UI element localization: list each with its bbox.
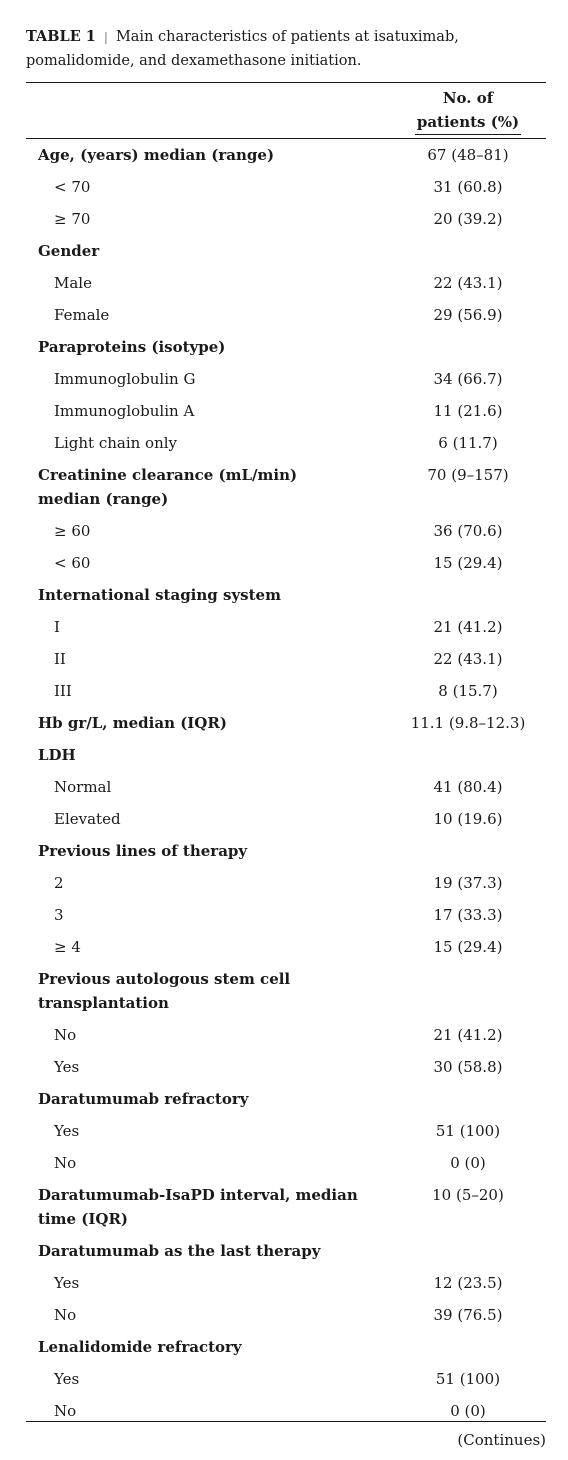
- row-value: 19 (37.3): [433, 874, 503, 892]
- row-value: 36 (70.6): [433, 522, 503, 540]
- row-value: 17 (33.3): [433, 906, 503, 924]
- column-header-line2: patients (%): [415, 110, 521, 135]
- row-value: 39 (76.5): [433, 1306, 503, 1324]
- row-value: 0 (0): [450, 1154, 486, 1172]
- row-value: 70 (9–157): [427, 466, 509, 484]
- table-top-rule: [26, 82, 546, 83]
- row-heading: Age, (years) median (range): [38, 146, 275, 164]
- row-label: No: [54, 1402, 77, 1420]
- row-value: 8 (15.7): [438, 682, 498, 700]
- row-heading: Gender: [38, 242, 100, 260]
- table-caption: [26, 25, 546, 73]
- row-heading: Lenalidomide refractory: [38, 1338, 242, 1356]
- row-label: < 60: [54, 554, 91, 572]
- row-label: Yes: [54, 1274, 80, 1292]
- row-label: Elevated: [54, 810, 121, 828]
- row-value: 15 (29.4): [433, 554, 503, 572]
- row-heading: Previous autologous stem cell transplantation: [38, 970, 291, 1012]
- row-value: 6 (11.7): [438, 434, 498, 452]
- row-label: Yes: [54, 1058, 80, 1076]
- row-value: 21 (41.2): [433, 618, 503, 636]
- continues-note: (Continues): [457, 1431, 546, 1449]
- row-label: III: [54, 682, 72, 700]
- row-heading: International staging system: [38, 586, 281, 604]
- row-heading: Creatinine clearance (mL/min) median (range): [38, 466, 298, 508]
- row-label: < 70: [54, 178, 91, 196]
- table-number: TABLE 1: [26, 28, 96, 45]
- row-label: No: [54, 1154, 77, 1172]
- row-value: 29 (56.9): [433, 306, 503, 324]
- row-heading: LDH: [38, 746, 76, 764]
- row-label: ≥ 70: [54, 210, 91, 228]
- row-value: 67 (48–81): [427, 146, 509, 164]
- row-label: ≥ 4: [54, 938, 81, 956]
- row-label: Light chain only: [54, 434, 178, 452]
- row-value: 10 (5–20): [432, 1186, 504, 1204]
- row-label: Yes: [54, 1370, 80, 1388]
- caption-separator: |: [103, 30, 108, 44]
- row-value: 31 (60.8): [433, 178, 503, 196]
- row-value: 11.1 (9.8–12.3): [410, 714, 526, 732]
- row-label: No: [54, 1306, 77, 1324]
- row-value: 20 (39.2): [433, 210, 503, 228]
- row-label: II: [54, 650, 66, 668]
- row-label: Yes: [54, 1122, 80, 1140]
- row-label: 3: [54, 906, 64, 924]
- table-bottom-rule: [26, 1421, 546, 1422]
- row-label: Normal: [54, 778, 112, 796]
- caption-text: Main characteristics of patients at isatuximab, pomalidomide, and dexamethasone initiation.: [26, 29, 459, 69]
- row-value: 34 (66.7): [433, 370, 503, 388]
- row-value: 12 (23.5): [433, 1274, 503, 1292]
- row-label: Male: [54, 274, 92, 292]
- row-heading: Daratumumab-IsaPD interval, median time (IQR): [38, 1186, 358, 1228]
- row-label: 2: [54, 874, 64, 892]
- row-label: No: [54, 1026, 77, 1044]
- row-label: I: [54, 618, 60, 636]
- row-value: 0 (0): [450, 1402, 486, 1420]
- column-header-line1: No. of: [442, 89, 494, 107]
- row-value: 10 (19.6): [433, 810, 503, 828]
- row-label: Immunoglobulin A: [54, 402, 195, 420]
- row-heading: Paraproteins (isotype): [38, 338, 226, 356]
- column-header: [388, 86, 548, 135]
- row-value: 41 (80.4): [433, 778, 503, 796]
- row-heading: Daratumumab as the last therapy: [38, 1242, 321, 1260]
- row-heading: Hb gr/L, median (IQR): [38, 714, 227, 732]
- header-rule: [26, 138, 546, 139]
- row-value: 22 (43.1): [433, 274, 503, 292]
- row-label: Female: [54, 306, 110, 324]
- row-heading: Previous lines of therapy: [38, 842, 248, 860]
- row-value: 51 (100): [435, 1122, 501, 1140]
- row-label: ≥ 60: [54, 522, 91, 540]
- row-value: 21 (41.2): [433, 1026, 503, 1044]
- row-label: Immunoglobulin G: [54, 370, 196, 388]
- row-value: 51 (100): [435, 1370, 501, 1388]
- row-value: 15 (29.4): [433, 938, 503, 956]
- row-value: 11 (21.6): [433, 402, 503, 420]
- row-value: 30 (58.8): [433, 1058, 503, 1076]
- row-heading: Daratumumab refractory: [38, 1090, 249, 1108]
- row-value: 22 (43.1): [433, 650, 503, 668]
